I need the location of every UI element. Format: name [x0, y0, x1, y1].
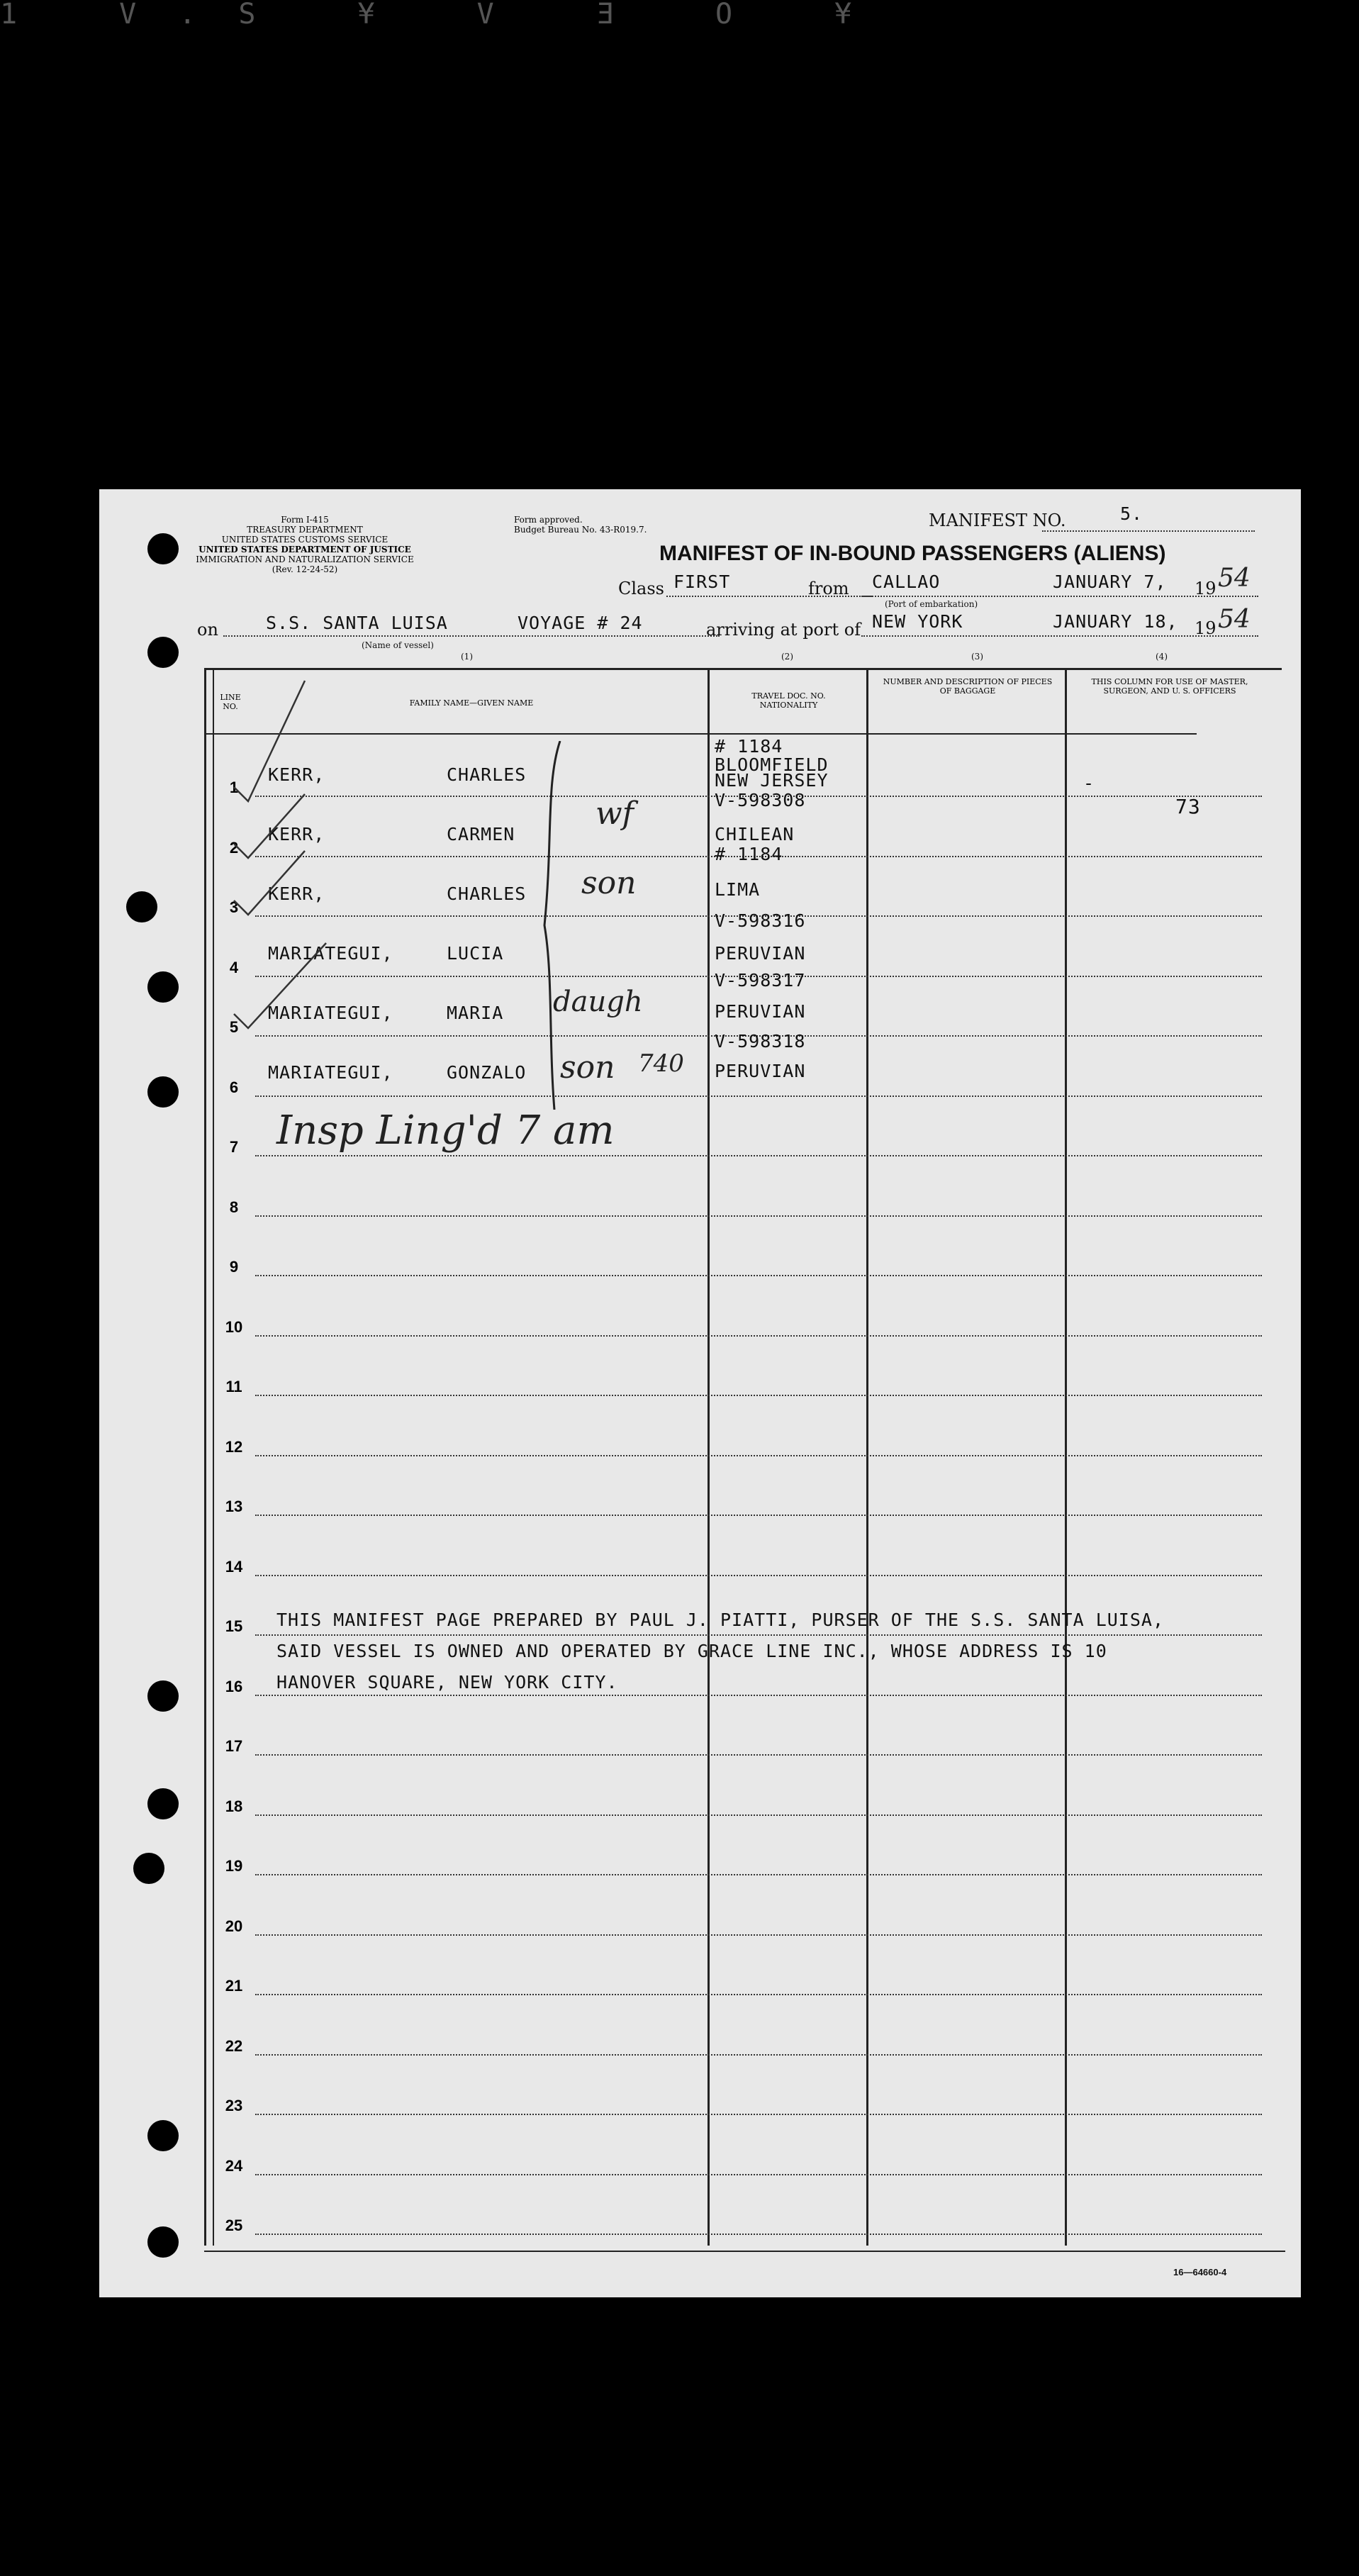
passenger-family-name: KERR, — [268, 883, 325, 904]
row-line — [255, 1095, 1262, 1097]
row-number: 25 — [225, 2217, 243, 2234]
col3-number: (3) — [971, 652, 983, 662]
treasury-dept: TREASURY DEPARTMENT — [247, 525, 363, 535]
on-label: on — [197, 620, 218, 640]
row-line — [255, 1575, 1262, 1576]
punch-hole — [147, 1680, 179, 1712]
row-number: 16 — [225, 1677, 243, 1695]
row-line — [255, 2114, 1262, 2115]
top-edge-text: 1 V.S ¥ V Ǝ O ¥ — [0, 0, 895, 30]
statement-line: HANOVER SQUARE, NEW YORK CITY. — [276, 1672, 618, 1693]
handwritten-wf: wf — [595, 796, 634, 832]
row-number: 22 — [225, 2036, 243, 2055]
row-number: 2 — [229, 838, 239, 857]
col1-number: (1) — [461, 652, 473, 662]
punch-hole — [147, 637, 179, 668]
punch-hole — [126, 891, 157, 922]
row-line — [255, 1215, 1262, 1217]
handwritten-inspection: Insp Ling'd 7 am — [276, 1108, 615, 1154]
arrival-year-prefix: 19 — [1195, 618, 1217, 638]
row-number: 3 — [229, 898, 239, 916]
punch-hole — [147, 533, 179, 564]
handwritten-son: son — [581, 865, 637, 901]
manifest-page — [99, 489, 1301, 2297]
row-line — [255, 1934, 1262, 1936]
row-line — [255, 1515, 1262, 1516]
from-label: from — [808, 579, 849, 598]
travel-doc-entry: V-598308 — [715, 790, 806, 810]
row-number: 1 — [229, 779, 239, 796]
row-number: 24 — [225, 2156, 243, 2175]
arrival-port: NEW YORK — [872, 611, 963, 632]
col2-number: (2) — [781, 652, 793, 662]
travel-doc-entry: PERUVIAN — [715, 1061, 806, 1081]
officer-dash: - — [1083, 773, 1095, 793]
approval-block — [514, 515, 647, 535]
approval-line-1: Form approved. — [514, 515, 583, 525]
row-number: 4 — [229, 958, 239, 976]
row-line — [255, 1335, 1262, 1337]
officer-mark: 73 — [1175, 795, 1201, 818]
passenger-family-name: MARIATEGUI, — [268, 1003, 393, 1023]
travel-doc-entry: V-598318 — [715, 1031, 806, 1052]
travel-doc-entry: LIMA — [715, 879, 761, 900]
handwritten-daugh: daugh — [553, 986, 643, 1018]
footer-code: 16—64660-4 — [1173, 2267, 1227, 2277]
arrival-year: 54 — [1218, 605, 1251, 634]
row-line — [255, 1754, 1262, 1756]
travel-doc-entry: BLOOMFIELD — [715, 754, 829, 775]
travel-doc-entry: CHILEAN — [715, 824, 795, 844]
row-number: 19 — [225, 1857, 243, 1875]
passenger-given-name: MARIA — [447, 1003, 504, 1023]
row-line — [255, 1634, 1262, 1636]
travel-col-border — [866, 668, 868, 2246]
name-col-border — [708, 668, 710, 2246]
row-line — [255, 2054, 1262, 2056]
travel-doc-entry: PERUVIAN — [715, 943, 806, 964]
row-number: 23 — [225, 2097, 243, 2114]
approval-line-2: Budget Bureau No. 43-R019.7. — [514, 525, 647, 535]
travel-doc-entry: V-598317 — [715, 970, 806, 991]
passenger-family-name: KERR, — [268, 824, 325, 844]
table-bottom-border — [204, 2251, 1285, 2252]
col4-number: (4) — [1156, 652, 1168, 662]
row-number: 7 — [229, 1138, 239, 1156]
travel-doc-entry: PERUVIAN — [715, 1001, 806, 1022]
passenger-given-name: CARMEN — [447, 824, 515, 844]
row-line — [255, 2174, 1262, 2175]
punch-hole — [147, 2226, 179, 2258]
punch-hole — [147, 971, 179, 1003]
passenger-given-name: LUCIA — [447, 943, 504, 964]
passenger-given-name: GONZALO — [447, 1062, 527, 1083]
embark-note: (Port of embarkation) — [885, 599, 978, 609]
row-line — [255, 1275, 1262, 1276]
statement-line: SAID VESSEL IS OWNED AND OPERATED BY GRACE LINE INC., WHOSE ADDRESS IS 10 — [276, 1641, 1107, 1661]
page-title: MANIFEST OF IN-BOUND PASSENGERS (ALIENS) — [659, 542, 1166, 565]
checkmarks — [220, 674, 404, 1056]
statement-line: THIS MANIFEST PAGE PREPARED BY PAUL J. PIATTI, PURSER OF THE S.S. SANTA LUISA, — [276, 1610, 1164, 1630]
table-top-border — [204, 668, 1282, 670]
row-number: 9 — [229, 1258, 239, 1276]
vessel-name: S.S. SANTA LUISA — [266, 613, 448, 633]
manifest-no-value: 5. — [1120, 503, 1143, 524]
class-value: FIRST — [673, 571, 731, 592]
col-header-travel: TRAVEL DOC. NO. NATIONALITY — [751, 691, 826, 710]
travel-doc-entry: V-598316 — [715, 910, 806, 931]
row-number: 12 — [225, 1437, 243, 1456]
passenger-family-name: MARIATEGUI, — [268, 943, 393, 964]
travel-doc-entry: # 1184 — [715, 736, 783, 757]
row-number: 5 — [229, 1018, 239, 1036]
col-header-line-no: LINE NO. — [220, 693, 241, 711]
form-id-block — [191, 515, 418, 574]
col-header-baggage: NUMBER AND DESCRIPTION OF PIECES OF BAGGAGE — [883, 677, 1053, 696]
handwritten-son: son — [560, 1049, 615, 1086]
row-number: 13 — [225, 1498, 243, 1515]
arriving-label: arriving at port of — [706, 620, 861, 640]
embark-year-prefix: 19 — [1195, 579, 1217, 598]
vessel-line — [223, 635, 720, 637]
row-number: 15 — [225, 1617, 243, 1635]
arrival-date: JANUARY 18, — [1053, 611, 1178, 632]
row-line — [255, 1395, 1262, 1396]
travel-doc-entry: NEW JERSEY — [715, 770, 829, 791]
manifest-no-label: MANIFEST NO. — [929, 511, 1066, 530]
voyage: VOYAGE # 24 — [518, 613, 643, 633]
handwritten-time: 740 — [638, 1049, 684, 1078]
embark-date: JANUARY 7, — [1053, 571, 1167, 592]
passenger-given-name: CHARLES — [447, 883, 527, 904]
row-line — [255, 1814, 1262, 1816]
table-left-border — [204, 668, 206, 2246]
travel-doc-entry: # 1184 — [715, 844, 783, 864]
row-number: 8 — [229, 1198, 239, 1216]
row-line — [255, 2234, 1262, 2235]
row-line — [255, 1994, 1262, 1995]
vessel-note: (Name of vessel) — [362, 640, 434, 650]
justice-dept: UNITED STATES DEPARTMENT OF JUSTICE — [198, 545, 411, 554]
col-header-officers: THIS COLUMN FOR USE OF MASTER, SURGEON, AND U. S. OFFICERS — [1091, 677, 1248, 696]
row-number: 18 — [225, 1797, 243, 1815]
row-number: 21 — [225, 1977, 243, 1995]
punch-hole — [147, 2120, 179, 2151]
col-header-name: FAMILY NAME—GIVEN NAME — [409, 698, 534, 708]
class-label: Class — [618, 579, 664, 598]
row-line — [255, 1695, 1262, 1696]
embark-port: CALLAO — [872, 571, 941, 592]
row-number: 10 — [225, 1317, 243, 1336]
punch-hole — [133, 1853, 164, 1884]
row-number: 14 — [225, 1557, 243, 1576]
row-line — [255, 1155, 1262, 1156]
row-line — [255, 1874, 1262, 1875]
punch-hole — [147, 1788, 179, 1819]
embark-year: 54 — [1218, 564, 1251, 593]
passenger-family-name: MARIATEGUI, — [268, 1062, 393, 1083]
row-number: 11 — [225, 1378, 242, 1395]
row-line — [255, 1455, 1262, 1456]
passenger-given-name: CHARLES — [447, 764, 527, 785]
customs-service: UNITED STATES CUSTOMS SERVICE — [221, 535, 388, 545]
form-number: Form I-415 — [281, 515, 329, 525]
punch-hole — [147, 1076, 179, 1108]
row-number: 6 — [229, 1078, 239, 1096]
manifest-no-line — [1042, 530, 1255, 532]
row-number: 17 — [225, 1737, 243, 1755]
ins-service: IMMIGRATION AND NATURALIZATION SERVICE — [196, 554, 414, 564]
passenger-family-name: KERR, — [268, 764, 325, 785]
baggage-col-border — [1065, 668, 1067, 2246]
revision: (Rev. 12-24-52) — [272, 564, 338, 574]
row-number: 20 — [225, 1917, 243, 1935]
